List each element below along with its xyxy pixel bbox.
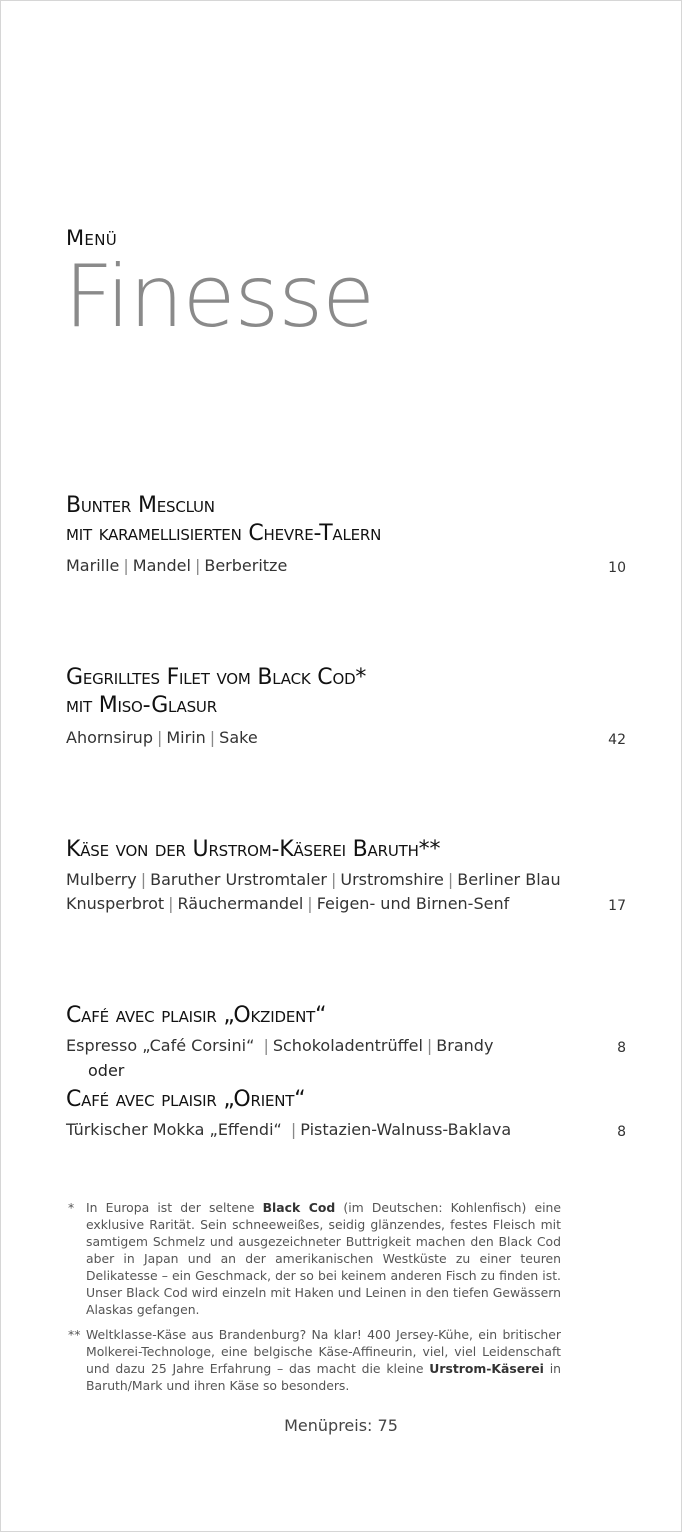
dish-ingredients: Espresso „Café Corsini“ | Schokoladentrüffel | Brandy 8	[66, 1034, 626, 1058]
footnote-text: In Europa ist der seltene	[86, 1200, 263, 1215]
dish-title-line: Bunter Mesclun	[66, 493, 215, 518]
footnote-text: in Baruth/Mark und ihren Käse so besonders.	[86, 1361, 561, 1393]
ingredient: Mulberry	[66, 870, 137, 889]
dish-1	[66, 492, 626, 578]
ingredient: Espresso „Café Corsini“	[66, 1036, 260, 1055]
dish-title-alt: Café avec plaisir „Orient“	[66, 1087, 306, 1112]
dish-title	[66, 492, 626, 548]
dish-ingredients: Marille | Mandel | Berberitze 10	[66, 554, 626, 578]
ingredient: Berberitze	[204, 556, 288, 575]
ingredient: Mandel	[132, 556, 191, 575]
footnote-text: Weltklasse-Käse aus Brandenburg? Na klar! 400 Jersey-Kühe, ein britischer Molkerei-Technologe, eine belgische Käse-Affineurin, viel, viel Leidenschaft und dazu 25 Jahre Erfahrung – das macht die kleine	[86, 1327, 561, 1376]
dish-2	[66, 664, 626, 750]
dish-title-line: mit Miso-Glasur	[66, 693, 217, 718]
footnote-1	[66, 1199, 561, 1318]
ingredient: Ahornsirup	[66, 728, 153, 747]
footnote-mark: *	[68, 1200, 75, 1215]
ingredient: Urstromshire	[340, 870, 444, 889]
menu-price: Menüpreis: 75	[284, 1416, 398, 1435]
dish-title-line: Café avec plaisir „Okzident“	[66, 1003, 327, 1028]
dish-title	[66, 1002, 626, 1030]
footnote-bold: Black Cod	[262, 1200, 336, 1215]
ingredient: Räuchermandel	[177, 894, 304, 913]
dish-price: 17	[608, 898, 626, 914]
connector-oder: oder	[88, 1061, 125, 1080]
dish-price: 8	[617, 1124, 626, 1140]
ingredient: Mirin	[166, 728, 206, 747]
menu-title: Finesse	[64, 247, 375, 347]
footnote-2	[66, 1326, 561, 1394]
ingredient: Marille	[66, 556, 120, 575]
ingredient: Knusperbrot	[66, 894, 165, 913]
dish-price: 10	[608, 560, 626, 576]
ingredient: Pistazien-Walnuss-Baklava	[300, 1120, 512, 1139]
dish-3	[66, 836, 626, 916]
dish-title-line: Käse von der Urstrom-Käserei Baruth**	[66, 837, 441, 862]
dish-title-line: Gegrilltes Filet vom Black Cod*	[66, 665, 367, 690]
footnotes	[66, 1199, 561, 1402]
dish-title	[66, 836, 626, 864]
dish-ingredients: Mulberry | Baruther Urstromtaler | Urstromshire | Berliner Blau	[66, 870, 561, 889]
menu-label: Menü	[66, 226, 117, 250]
ingredient: Schokoladentrüffel	[272, 1036, 423, 1055]
dish-title	[66, 664, 626, 720]
ingredient: Baruther Urstromtaler	[150, 870, 327, 889]
dish-ingredients: Ahornsirup | Mirin | Sake 42	[66, 726, 626, 750]
dish-price: 8	[617, 1040, 626, 1056]
footnote-bold: Urstrom-Käserei	[429, 1361, 544, 1376]
ingredient: Brandy	[436, 1036, 494, 1055]
footnote-text: (im Deutschen: Kohlenfisch) eine exklusive Rarität. Sein schneeweißes, seidig glänzendes, festes Fleisch mit samtigem Schmelz und ausgezeichneter Buttrigkeit machen den Black Cod aber in Japan und an der amerikanischen Westküste zu einer teuren Delikatesse – ein Geschmack, der so bei keinem anderen Fisch zu finden ist. Unser Black Cod wird einzeln mit Haken und Leinen in den tiefen Gewässern Alaskas gefangen.	[86, 1200, 561, 1317]
ingredient: Feigen- und Birnen-Senf	[316, 894, 510, 913]
footnote-mark: **	[68, 1327, 81, 1342]
dish-4	[66, 1002, 626, 1142]
ingredient: Türkischer Mokka „Effendi“	[66, 1120, 287, 1139]
ingredient: Berliner Blau	[457, 870, 561, 889]
dish-title-line: mit karamellisierten Chevre-Talern	[66, 521, 382, 546]
ingredient: Sake	[219, 728, 258, 747]
dish-ingredients: Knusperbrot | Räuchermandel | Feigen- und Birnen-Senf 17	[66, 892, 626, 916]
dish-ingredients: Türkischer Mokka „Effendi“ | Pistazien-Walnuss-Baklava 8	[66, 1118, 626, 1142]
dish-price: 42	[608, 732, 626, 748]
